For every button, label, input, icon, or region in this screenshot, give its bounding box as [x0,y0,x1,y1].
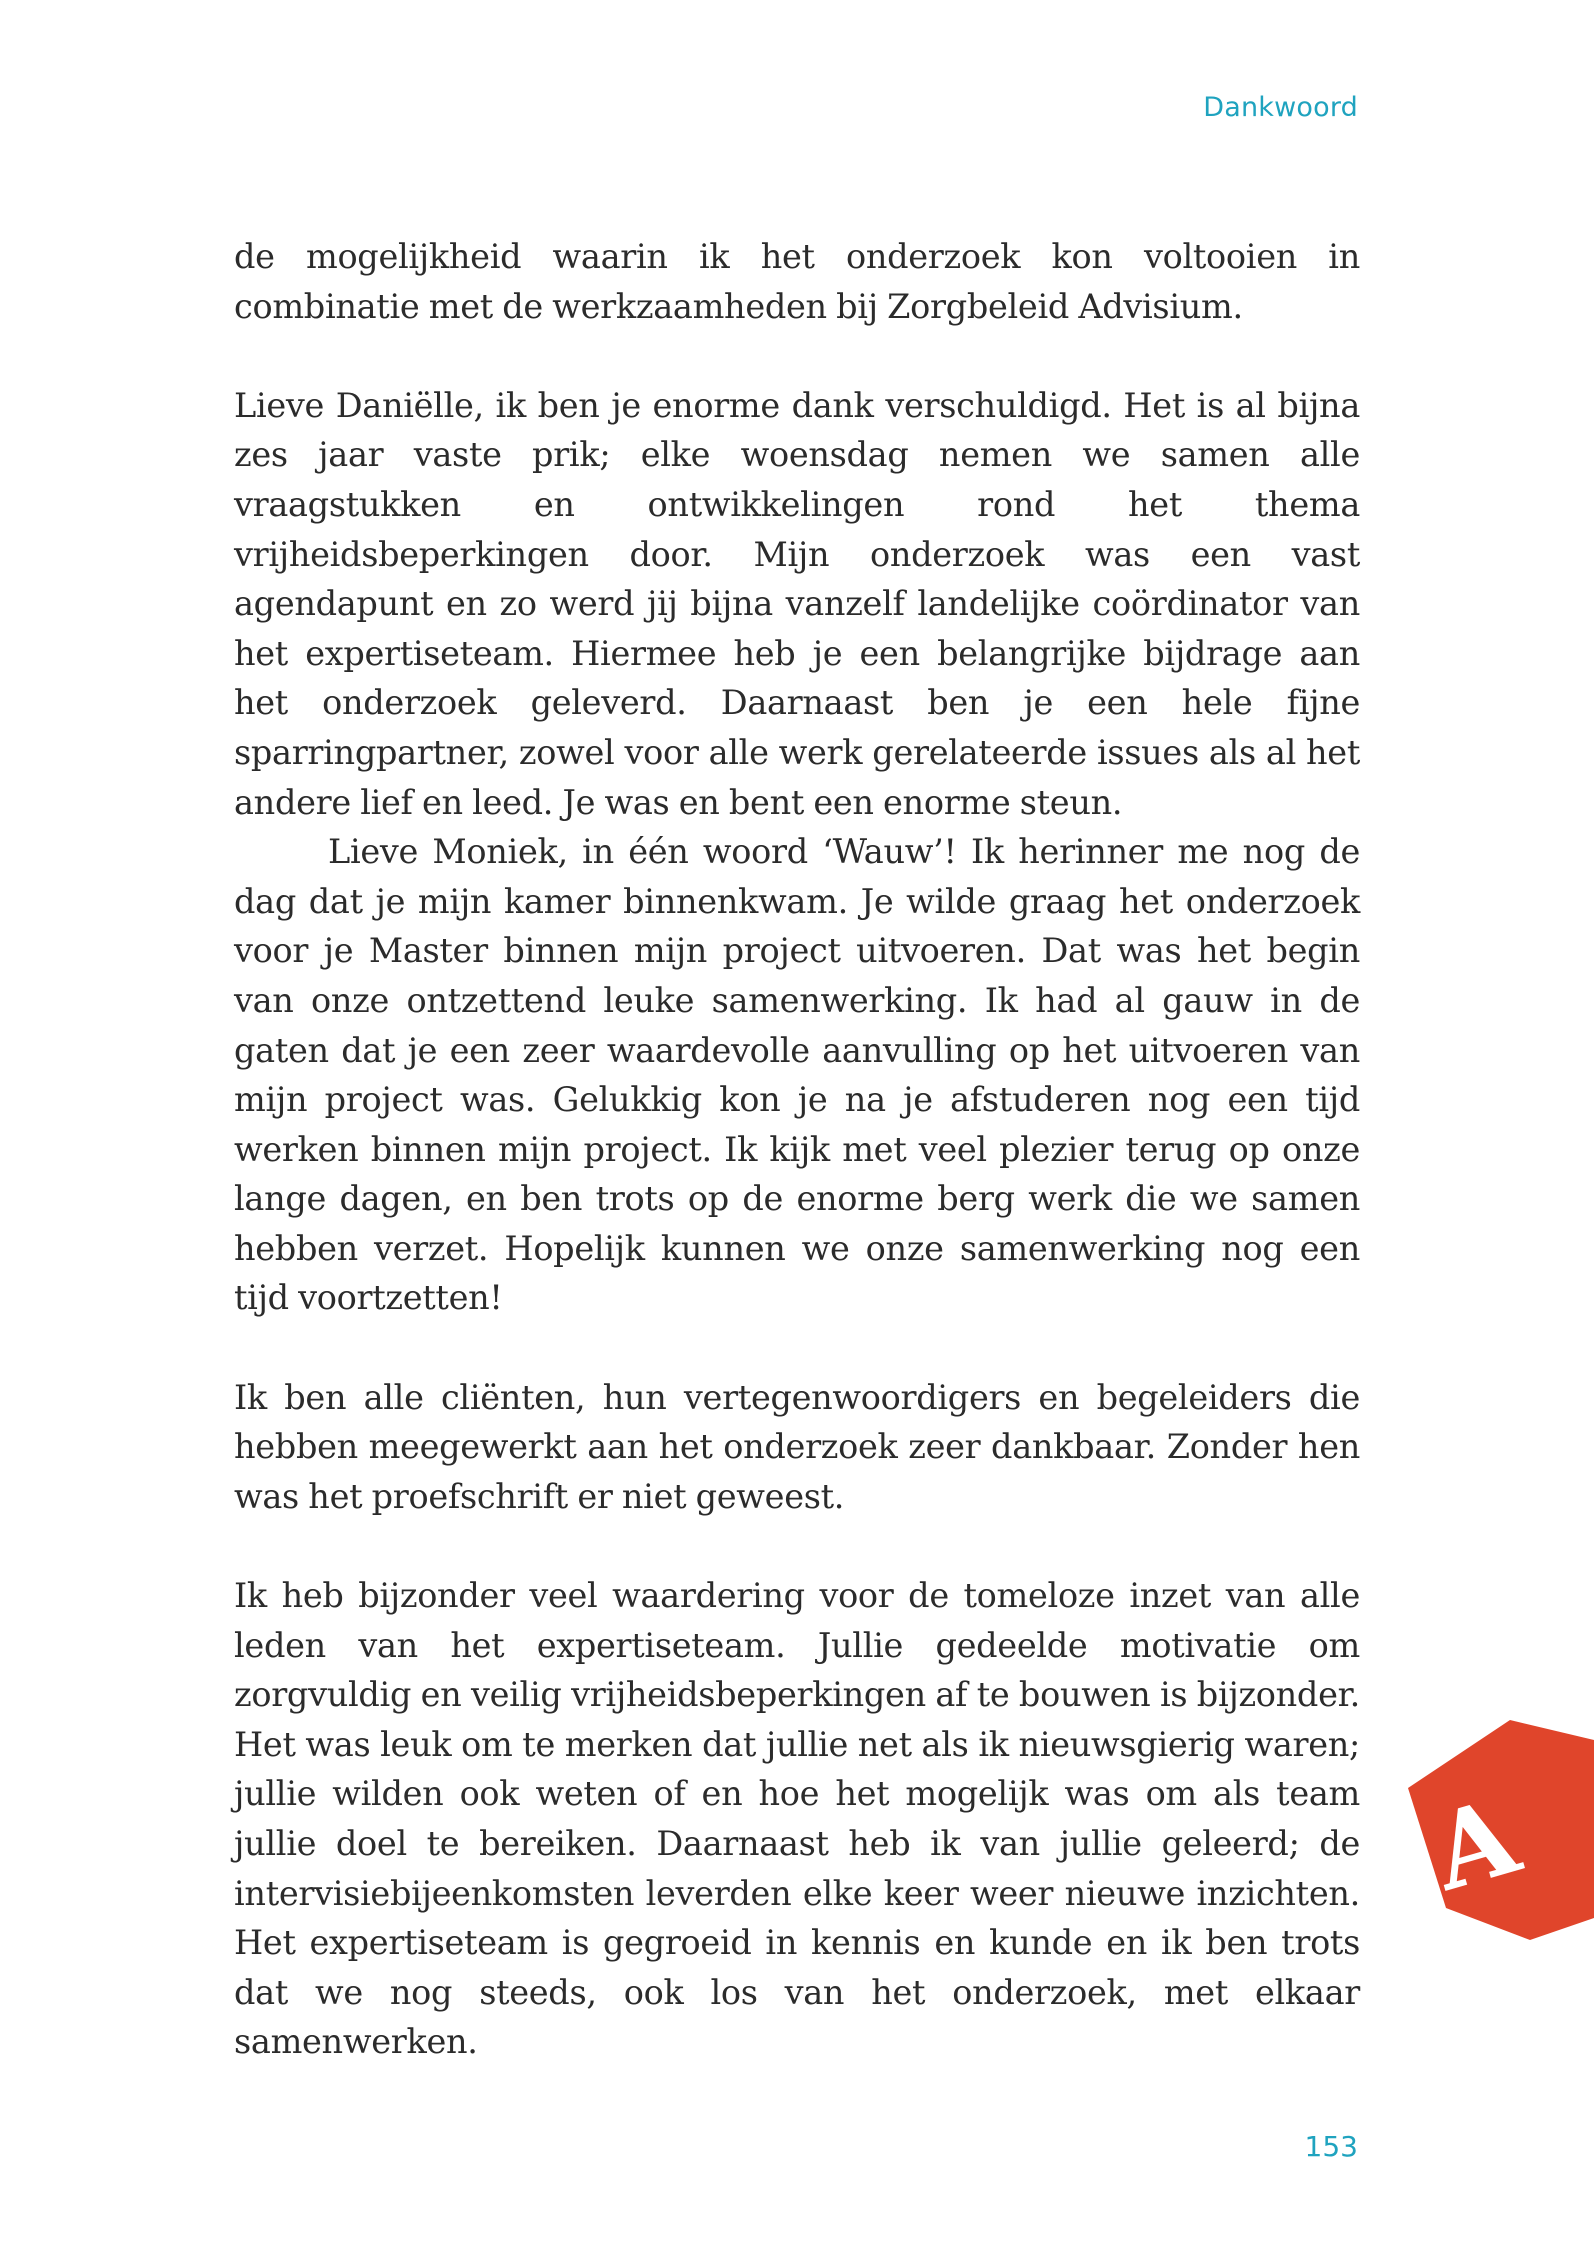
paragraph-moniek: Lieve Moniek, in één woord ‘Wauw’! Ik herinner me nog de dag dat je mijn kamer binnenkwam. Je wilde graag het onderzoek voor je Master binnen mijn project uitvoeren. Dat was het begin van onze ontzettend leuke samenwerking. Ik had al gauw in de gaten dat je een zeer waardevolle aanvulling op het uitvoeren van mijn project was. Gelukkig kon je na je afstuderen nog een tijd werken binnen mijn project. Ik kijk met veel plezier terug op onze lange dagen, en ben trots op de enorme berg werk die we samen hebben verzet. Hopelijk kunnen we onze samenwerking nog een tijd voortzetten! [234,832,1360,1318]
paragraph-clients: Ik ben alle cliënten, hun vertegenwoordigers en begeleiders die hebben meegewerkt aan het onderzoek zeer dankbaar. Zonder hen was het proefschrift er niet geweest. [234,1377,1360,1516]
section-letter: A [1419,1774,1531,1915]
page-number: 153 [1304,2130,1358,2163]
body-text [234,232,1360,2067]
section-tab-badge [1406,1718,1594,1940]
paragraph-expertiseteam: Ik heb bijzonder veel waardering voor de tomeloze inzet van alle leden van het expertiseteam. Jullie gedeelde motivatie om zorgvuldig en veilig vrijheidsbeperkingen af te bouwen is bijzonder. Het was leuk om te merken dat jullie net als ik nieuwsgierig waren; jullie wilden ook weten of en hoe het mogelijk was om als team jullie doel te bereiken. Daarnaast heb ik van jullie geleerd; de intervisiebijeenkomsten leverden elke keer weer nieuwe inzichten. Het expertiseteam is gegroeid in kennis en kunde en ik ben trots dat we nog steeds, ook los van het onderzoek, met elkaar samenwerken. [234,1576,1360,2062]
hexagon-tab-icon [1406,1718,1594,1940]
paragraph-danielle: Lieve Daniëlle, ik ben je enorme dank verschuldigd. Het is al bijna zes jaar vaste prik; elke woensdag nemen we samen alle vraagstukken en ontwikkelingen rond het thema vrijheidsbeperkingen door. Mijn onderzoek was een vast agendapunt en zo werd jij bijna vanzelf landelijke coördinator van het expertiseteam. Hiermee heb je een belangrijke bijdrage aan het onderzoek geleverd. Daarnaast ben je een hele fijne sparringpartner, zowel voor alle werk gerelateerde issues als al het andere lief en leed. Je was en bent een enorme steun. [234,385,1360,822]
paragraph-continuation: de mogelijkheid waarin ik het onderzoek kon voltooien in combinatie met de werkzaamheden bij Zorgbeleid Advisium. [234,237,1360,326]
running-title: Dankwoord [1203,92,1358,123]
